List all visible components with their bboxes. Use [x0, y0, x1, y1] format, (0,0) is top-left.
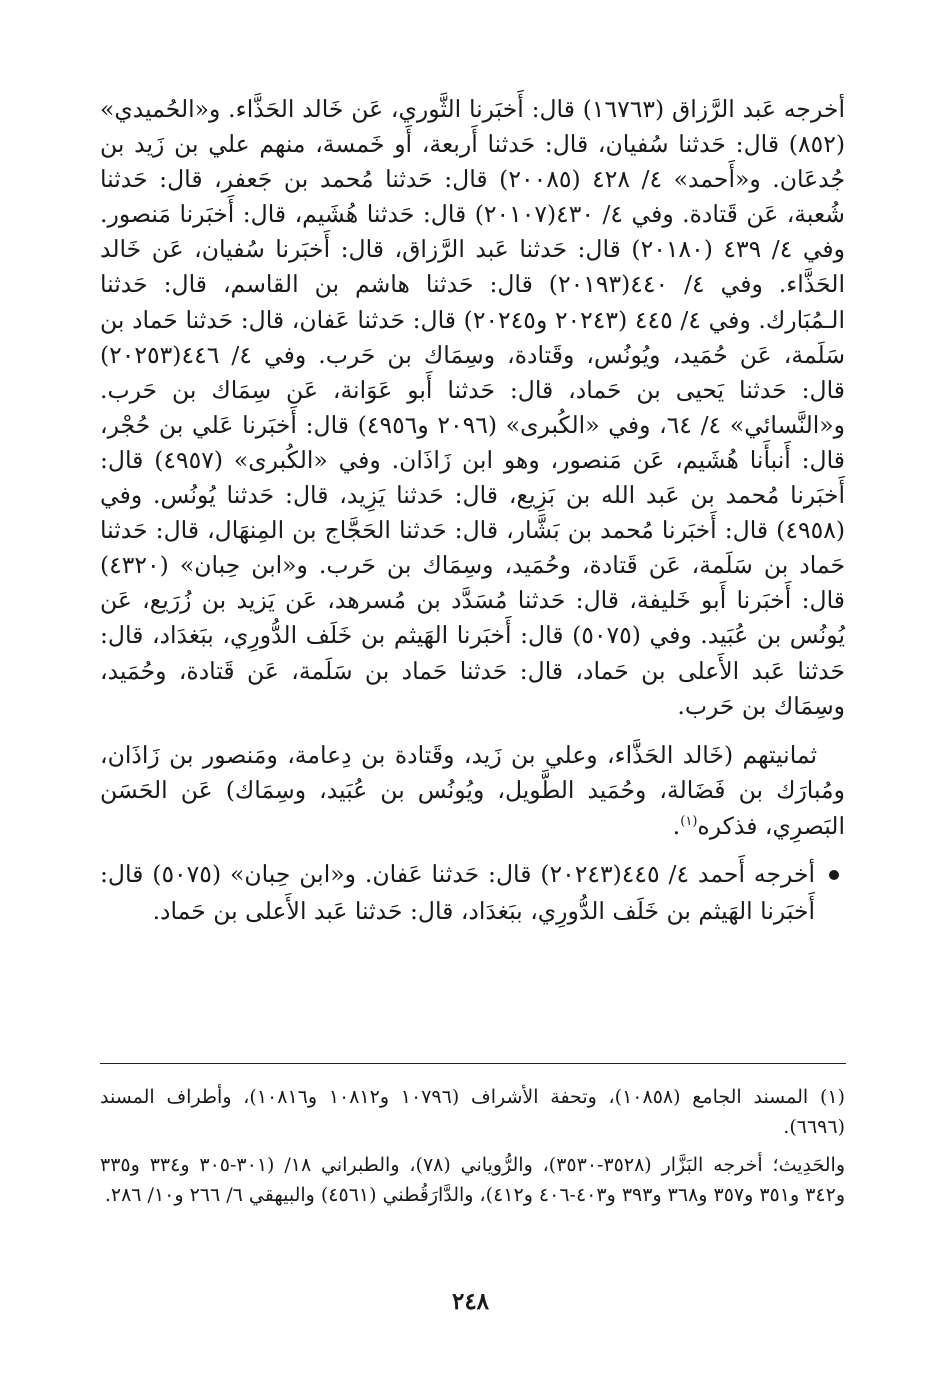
bullet-dot-icon — [829, 870, 839, 880]
footnotes-section — [100, 1082, 845, 1210]
bullet-text: أخرجه أَحمد ٤/ ٤٤٥(٢٠٢٤٣) قال: حَدثنا عَفان. و«ابن حِبان» (٥٠٧٥) قال: أَخبَرنا الهَيثم بن خَلَف الدُّورِي، ببَغدَاد، قال: حَدثنا عَبد الأَعلى بن حَماد. — [100, 860, 815, 926]
hadith-takhrij-paragraph: أخرجه عَبد الرَّزاق (١٦٧٦٣) قال: أَخبَرنا الثَّوري، عَن خَالد الحَذَّاء. و«الحُميدي» (٨٥٢) قال: حَدثنا سُفيان، قال: حَدثنا أَربعة، أَو خَمسة، منهم علي بن زَيد بن جُدعَان. و«أَحمد» ٤/ ٤٢٨ (٢٠٠٨٥) قال: حَدثنا مُحمد بن جَعفر، قال: حَدثنا شُعبة، عَن قَتادة. وفي ٤/ ٤٣٠(٢٠١٠٧) قال: حَدثنا هُشَيم، قال: أَخبَرنا مَنصور. وفي ٤/ ٤٣٩ (٢٠١٨٠) قال: حَدثنا عَبد الرَّزاق، قال: أَخبَرنا سُفيان، عَن خَالد الحَذَّاء. وفي ٤/ ٤٤٠(٢٠١٩٣) قال: حَدثنا هاشم بن القاسم، قال: حَدثنا الـمُبَارك. وفي ٤/ ٤٤٥ (٢٠٢٤٣ و٢٠٢٤٥) قال: حَدثنا عَفان، قال: حَدثنا حَماد بن سَلَمة، عَن حُمَيد، ويُونُس، وقَتادة، وسِمَاك بن حَرب. وفي ٤/ ٤٤٦(٢٠٢٥٣) قال: حَدثنا يَحيى بن حَماد، قال: حَدثنا أَبو عَوَانة، عَن سِمَاك بن حَرب. و«النَّسائي» ٤/ ٦٤، وفي «الكُبرى» (٢٠٩٦ و٤٩٥٦) قال: أَخبَرنا عَلي بن حُجْر، قال: أَنبأَنا هُشَيم، عَن مَنصور، وهو ابن زَاذَان. وفي «الكُبرى» (٤٩٥٧) قال: أَخبَرنا مُحمد بن عَبد الله بن بَزِيع، قال: حَدثنا يَزِيد، قال: حَدثنا يُونُس. وفي (٤٩٥٨) قال: أَخبَرنا مُحمد بن بَشَّار، قال: حَدثنا الحَجَّاج بن المِنهَال، قال: حَدثنا حَماد بن سَلَمة، عَن قَتادة، وحُمَيد، وسِمَاك بن حَرب. و«ابن حِبان» (٤٣٢٠) قال: أَخبَرنا أَبو خَليفة، قال: حَدثنا مُسَدَّد بن مُسرهد، عَن يَزيد بن زُرَيع، عَن يُونُس بن عُبَيد. وفي (٥٠٧٥) قال: أَخبَرنا الهَيثم بن خَلَف الدُّورِي، ببَغدَاد، قال: حَدثنا عَبد الأَعلى بن حَماد، قال: حَدثنا حَماد بن سَلَمة، عَن قَتادة، وحُمَيد، وسِمَاك بن حَرب. — [100, 95, 846, 720]
summary-end: . — [672, 811, 681, 840]
page-number: ٢٤٨ — [451, 1288, 490, 1315]
summary-text: ثمانيتهم (خَالد الحَذَّاء، وعلي بن زَيد، وقَتادة بن دِعامة، ومَنصور بن زَاذَان، ومُبارَك بن فَضَالة، وحُمَيد الطَّويل، ويُونُس بن عُبَيد، وسِمَاك) عَن الحَسَن البَصرِي، فذكره — [100, 740, 845, 840]
footnote-1: (١) المسند الجامع (١٠٨٥٨)، وتحفة الأشراف (١٠٧٩٦ و١٠٨١٢ و١٠٨١٦)، وأطراف المسند (٦٦٩٦). — [100, 1086, 845, 1138]
bullet-paragraph — [100, 856, 845, 930]
page-body — [100, 92, 845, 930]
summary-paragraph — [100, 738, 845, 845]
footnote-reference[interactable]: (١) — [680, 814, 698, 830]
footnote-1-continued: والحَدِيث؛ أخرجه البَزَّار (٣٥٢٨-٣٥٣٠)، والرُّوياني (٧٨)، والطبراني ١٨/ (٣٠١-٣٠٥ و٣٣٤ و٣٣٥ و٣٤٢ و٣٥١ و٣٥٧ و٣٦٨ و٣٩٣ و٤٠٣-٤٠٦ و٤١٢)، والدَّارَقُطني (٤٥٦١) والبيهقي ٦/ ٢٦٦ و١٠/ ٢٨٦. — [100, 1154, 845, 1206]
footnote-separator — [100, 1063, 846, 1064]
